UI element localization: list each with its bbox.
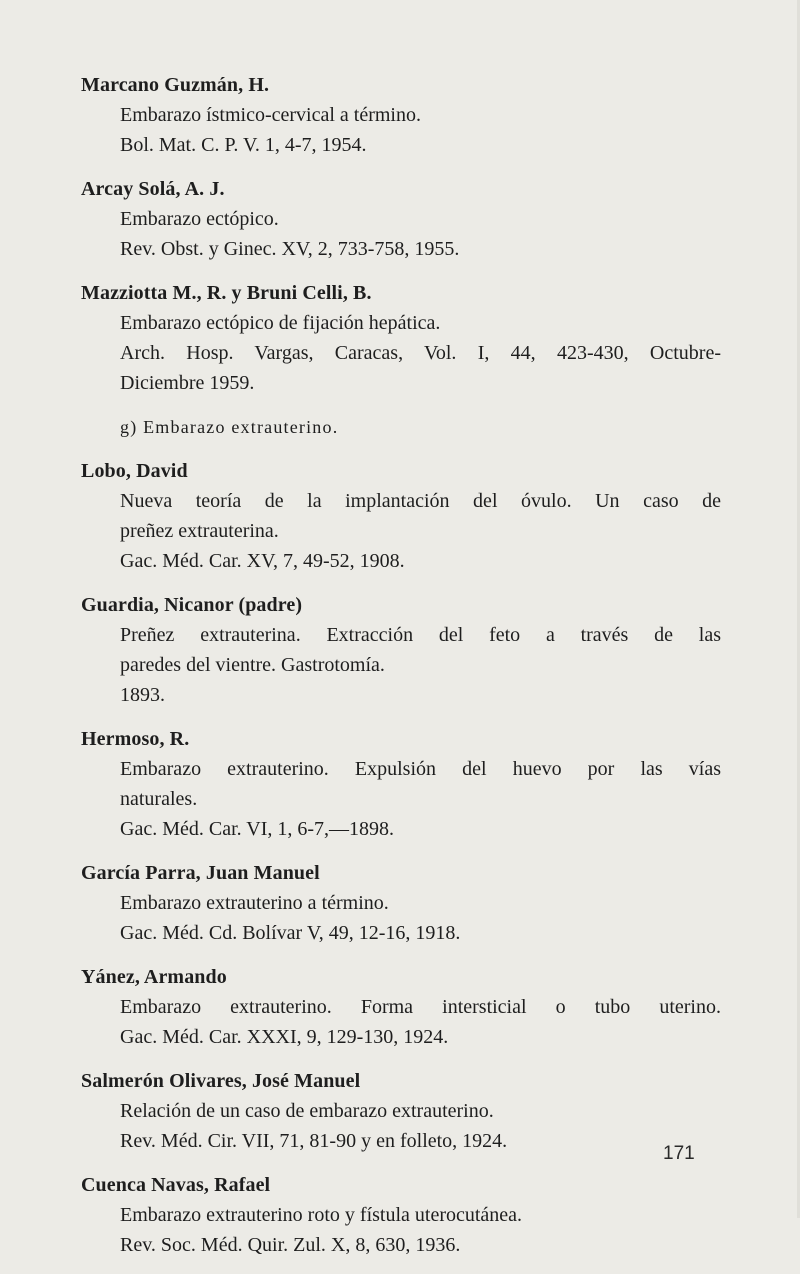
bibliography-entry (81, 278, 721, 398)
entry-title: Embarazo extrauterino roto y fístula uterocutánea. (120, 1204, 523, 1226)
entry-author: Marcano Guzmán, H. (81, 74, 270, 96)
entry-citation: Bol. Mat. C. P. V. 1, 4-7, 1954. (120, 134, 367, 156)
entry-citation: Gac. Méd. Cd. Bolívar V, 49, 12-16, 1918. (120, 922, 461, 944)
entry-title-continued: paredes del vientre. Gastrotomía. (120, 654, 385, 676)
entry-title: Embarazo ectópico. (120, 208, 279, 230)
entry-title: Embarazo ectópico de fijación hepática. (120, 312, 441, 334)
entry-citation: Gac. Méd. Car. VI, 1, 6-7,—1898. (120, 818, 395, 840)
bibliography-entry (81, 456, 721, 576)
entry-citation: Gac. Méd. Car. XV, 7, 49-52, 1908. (120, 550, 405, 572)
entry-title: Preñez extrauterina. Extracción del feto a través de las (120, 624, 721, 646)
bibliography-entry (81, 1066, 721, 1156)
entry-citation: Rev. Soc. Méd. Quir. Zul. X, 8, 630, 1936. (120, 1234, 461, 1256)
entry-title-continued: naturales. (120, 788, 198, 810)
entry-title: Embarazo extrauterino. Forma intersticial o tubo uterino. (120, 996, 721, 1018)
entry-title: Embarazo extrauterino. Expulsión del huevo por las vías (120, 758, 721, 780)
bibliography-list (81, 70, 721, 1274)
bibliography-entry (81, 70, 721, 160)
entry-author: Guardia, Nicanor (padre) (81, 594, 303, 616)
entry-title: Embarazo ístmico-cervical a término. (120, 104, 421, 126)
entry-citation: Rev. Méd. Cir. VII, 71, 81-90 y en folleto, 1924. (120, 1130, 508, 1152)
entry-author: Arcay Solá, A. J. (81, 178, 225, 200)
entry-citation: Rev. Obst. y Ginec. XV, 2, 733-758, 1955. (120, 238, 460, 260)
bibliography-entry (81, 724, 721, 844)
bibliography-entry (81, 590, 721, 710)
entry-author: Cuenca Navas, Rafael (81, 1174, 271, 1196)
entry-title: Nueva teoría de la implantación del óvulo. Un caso de (120, 490, 721, 512)
bibliography-entry (81, 962, 721, 1052)
section-heading: g) Embarazo extrauterino. (120, 417, 339, 437)
entry-citation-continued: Diciembre 1959. (120, 372, 255, 394)
entry-author: Mazziotta M., R. y Bruni Celli, B. (81, 282, 372, 304)
bibliography-entry (81, 1170, 721, 1260)
entry-author: Yánez, Armando (81, 966, 227, 988)
entry-author: Hermoso, R. (81, 728, 190, 750)
entry-author: García Parra, Juan Manuel (81, 862, 320, 884)
bibliography-entry (81, 174, 721, 264)
page-number: 171 (663, 1143, 695, 1164)
entry-citation: Arch. Hosp. Vargas, Caracas, Vol. I, 44, 423-430, Octubre- (120, 342, 721, 364)
entry-author: Salmerón Olivares, José Manuel (81, 1070, 361, 1092)
bibliography-entry (81, 858, 721, 948)
entry-citation: 1893. (120, 684, 165, 706)
entry-title: Embarazo extrauterino a término. (120, 892, 389, 914)
entry-title: Relación de un caso de embarazo extrauterino. (120, 1100, 494, 1122)
entry-author: Lobo, David (81, 460, 188, 482)
entry-title-continued: preñez extrauterina. (120, 520, 279, 542)
entry-citation: Gac. Méd. Car. XXXI, 9, 129-130, 1924. (120, 1026, 449, 1048)
